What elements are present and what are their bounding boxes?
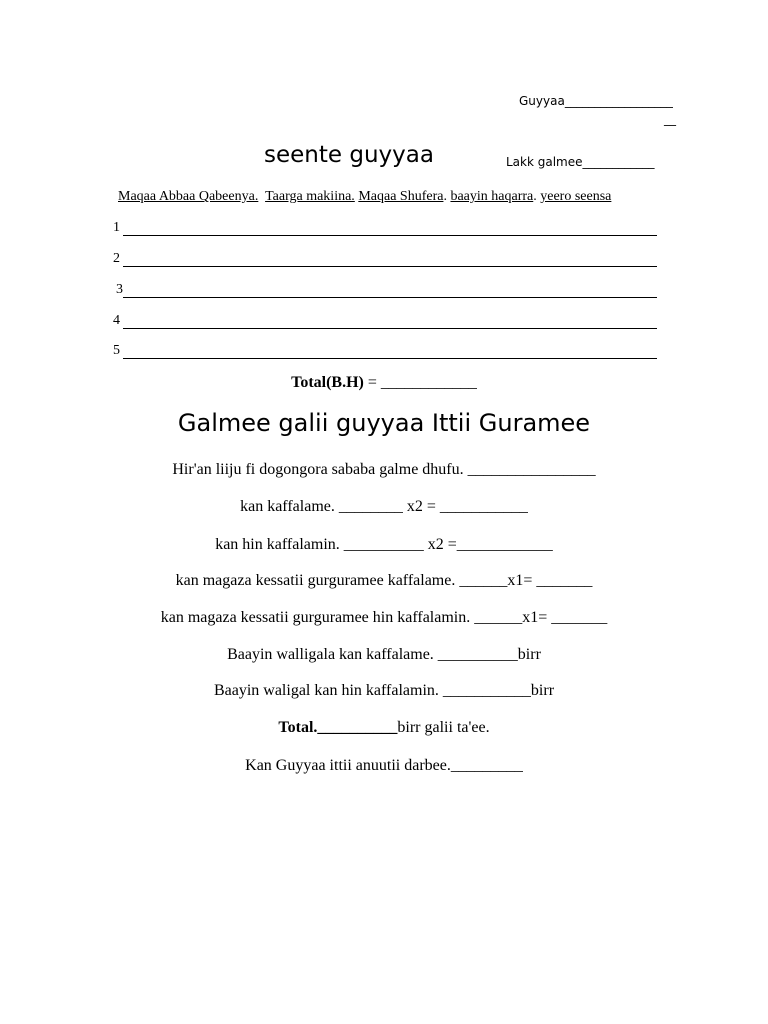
entry-number: 1: [113, 220, 120, 235]
entry-number: 2: [113, 251, 120, 266]
calc-line-unpaid: kan hin kaffalamin. __________ x2 =____________: [215, 536, 553, 553]
date-line-continuation: __: [664, 112, 676, 126]
total-bh-label: Total(B.H): [291, 374, 364, 391]
calc-line-shop-paid: kan magaza kessatii gurguramee kaffalame. ______x1= _______: [175, 572, 593, 589]
entry-number: 5: [113, 343, 120, 358]
entry-rule: [123, 358, 657, 359]
field-entry-time: yeero seensa: [540, 189, 612, 204]
form-number-line: Lakk galmee____________: [506, 155, 655, 169]
total-income-label: Total.__________: [278, 719, 398, 736]
entry-row-1: [113, 220, 657, 236]
entry-rule: [123, 266, 657, 267]
total-income-suffix: birr galii ta'ee.: [397, 719, 490, 736]
entry-rule: [123, 297, 657, 298]
field-headers: Maqaa Abbaa Qabeenya. Taarga makiina. Maqaa Shufera. baayin haqarra. yeero seensa: [118, 189, 612, 204]
calc-line-total-paid: Baayin walligala kan kaffalame. __________birr: [227, 646, 541, 663]
calc-line-total-income: [0, 719, 768, 737]
field-debt-amount: baayin haqarra: [450, 189, 534, 204]
entry-rule: [123, 235, 657, 236]
entry-rule: [123, 328, 657, 329]
calc-line-shop-unpaid: kan magaza kessatii gurguramee hin kaffalamin. ______x1= _______: [160, 609, 608, 626]
entry-number: 3: [116, 282, 123, 297]
entry-number: 4: [113, 313, 120, 328]
calc-line-errors: Hir'an liiju fi dogongora sababa galme dhufu. ________________: [172, 461, 596, 478]
entry-row-4: [113, 313, 657, 329]
field-driver-name: Maqaa Shufera: [358, 189, 444, 204]
total-bh-suffix: = ____________: [363, 374, 477, 391]
field-plate-number: Taarga makiina.: [265, 189, 355, 204]
section-heading: Galmee galii guyyaa Ittii Guramee: [177, 409, 591, 437]
calc-line-total-unpaid: Baayin waligal kan hin kaffalamin. ___________birr: [213, 682, 555, 699]
calc-line-carried-over: Kan Guyyaa ittii anuutii darbee._________: [245, 757, 523, 774]
entry-row-3: [113, 282, 657, 298]
date-line: Guyyaa__________________: [519, 94, 673, 108]
document-title: seente guyyaa: [264, 142, 434, 168]
entry-row-5: [113, 343, 657, 359]
total-bh-line: [0, 374, 768, 392]
field-owner-name: Maqaa Abbaa Qabeenya.: [118, 189, 259, 204]
calc-line-paid: kan kaffalame. ________ x2 = ___________: [240, 498, 528, 515]
entry-row-2: [113, 251, 657, 267]
